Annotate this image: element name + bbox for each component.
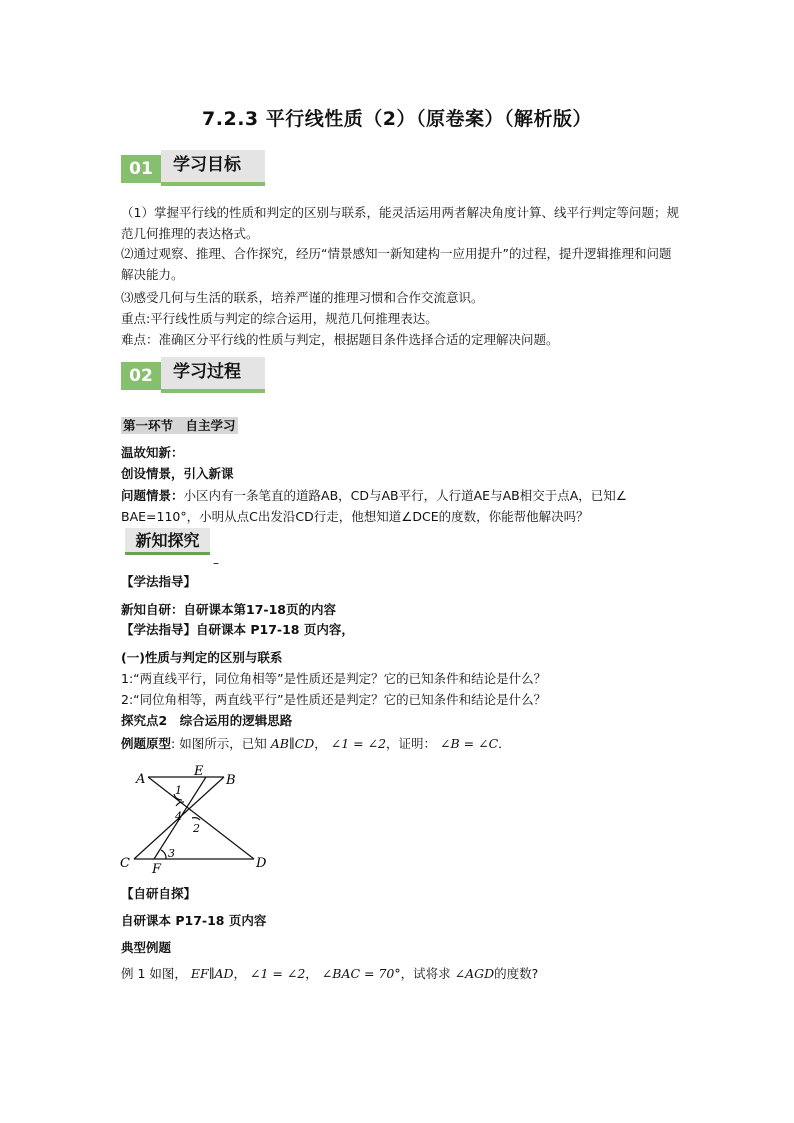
explore-heading: 探究点2 综合运用的逻辑思路 — [121, 713, 293, 728]
scenario-line-1: 问题情景：小区内有一条笔直的道路AB，CD与AB平行，人行道AE与AB相交于点A，已知∠ — [121, 488, 627, 503]
question-1: 1:“两直线平行，同位角相等”是性质还是判定？它的已知条件和结论是什么？ — [121, 671, 547, 686]
label-c: C — [120, 856, 130, 871]
new-knowledge-heading: 新知探究 — [125, 528, 210, 554]
label-a: A — [136, 772, 146, 787]
page-title: 7.2.3 平行线性质（2）（原卷案）（解析版） — [202, 108, 592, 130]
section-number: 01 — [121, 155, 161, 183]
example-statement: 例题原型: 如图所示，已知 AB∥CD， ∠1 = ∠2，证明： ∠B = ∠C． — [121, 736, 511, 751]
objective-1: （1）掌握平行线的性质和判定的区别与联系，能灵活运用两者解决角度计算、线平行判定等问题；规范几何推理的表达格式。 — [121, 205, 679, 241]
self-study-line: 新知自研：自研课本第17-18页的内容 — [121, 602, 336, 617]
angle-label-2: 2 — [193, 822, 200, 835]
label-d: D — [256, 856, 267, 871]
question-2: 2:“同位角相等，两直线平行”是性质还是判定？它的已知条件和结论是什么？ — [121, 692, 547, 707]
objective-2: ⑵通过观察、推理、合作探究，经历“情景感知一新知建构一应用提升”的过程，提升逻辑推理和问题解决能力。 — [121, 246, 672, 282]
key-point: 重点:平行线性质与判定的综合运用，规范几何推理表达。 — [121, 311, 438, 326]
angle-label-4: 4 — [175, 810, 182, 823]
section-label: 学习目标 — [161, 150, 265, 182]
dash-mark: – — [213, 556, 219, 570]
self-explore-text: 自研课本 P17-18 页内容 — [121, 913, 267, 928]
angle-label-1: 1 — [175, 784, 182, 797]
review-label: 温故知新： — [121, 445, 184, 460]
scenario-line-2: BAE=110°，小明从点C出发沿CD行走，他想知道∠DCE的度数，你能帮他解决吗？ — [121, 509, 589, 524]
typical-examples-heading: 典型例题 — [121, 940, 172, 955]
step-heading: 第一环节 自主学习 — [123, 418, 236, 433]
label-b: B — [226, 773, 236, 788]
objective-3: ⑶感受几何与生活的联系，培养严谨的推理习惯和合作交流意识。 — [121, 290, 484, 305]
guide-line: 【学法指导】自研课本 P17-18 页内容， — [121, 622, 354, 637]
section-label: 学习过程 — [161, 357, 265, 389]
angle-arc-3 — [161, 850, 166, 859]
new-knowledge-underline — [125, 552, 210, 555]
guide-label: 【学法指导】 — [121, 574, 197, 589]
intro-label: 创设情景，引入新课 — [121, 466, 234, 481]
geometry-figure — [114, 760, 284, 878]
angle-label-3: 3 — [168, 847, 175, 860]
section-number: 02 — [121, 362, 161, 390]
label-f: F — [152, 862, 162, 877]
angle-arc-2 — [192, 818, 200, 820]
section-underline — [161, 182, 265, 186]
section-underline — [161, 389, 265, 393]
part-heading: (一)性质与判定的区别与联系 — [121, 650, 283, 665]
label-e: E — [194, 764, 204, 779]
self-explore-label: 【自研自探】 — [121, 886, 197, 901]
difficult-point: 难点：准确区分平行线的性质与判定，根据题目条件选择合适的定理解决问题。 — [121, 332, 559, 347]
example-1: 例 1 如图， EF∥AD， ∠1 = ∠2， ∠BAC = 70°，试将求 ∠AGD的度数? — [121, 966, 539, 981]
segment-ad — [148, 777, 254, 859]
